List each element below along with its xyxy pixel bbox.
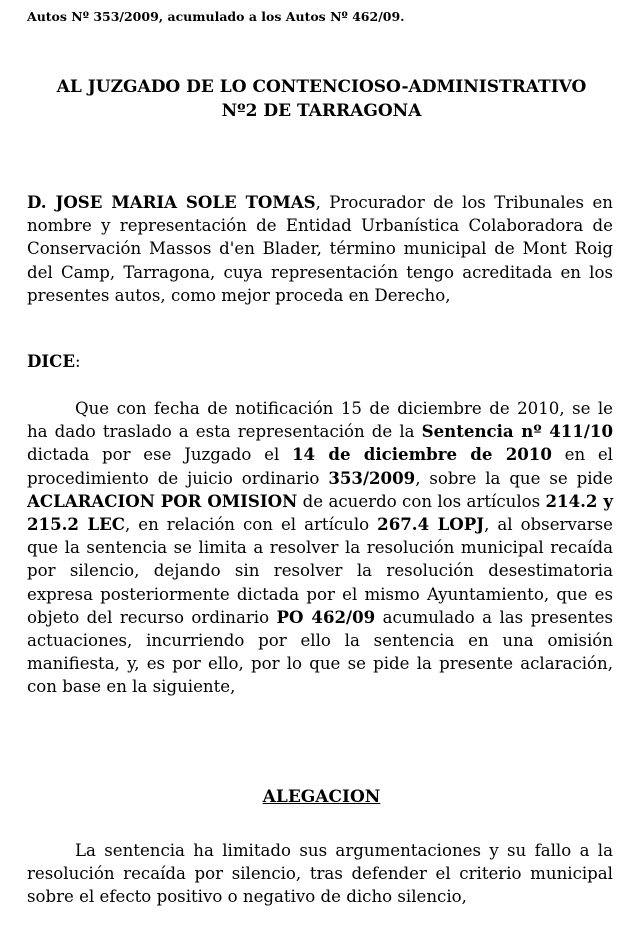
last-paragraph: La sentencia ha limitado sus argumentaciones y su fallo a la resolución recaída por silencio, tras defender el criterio municipal sobre el efecto positivo o negativo de dicho silencio,	[27, 841, 613, 907]
main-text-5: de acuerdo con los artículos	[297, 491, 546, 511]
main-text-4: , sobre la que se pide	[415, 468, 613, 488]
section-heading: ALEGACION	[262, 787, 381, 807]
main-text-8: acumulado a las presentes actuaciones, incurriendo por ello la sentencia en una omisión manifiesta, y, es por ello, por lo que se pide la presente aclaración, con base en la siguiente,	[27, 607, 614, 697]
procurador-name: D. JOSE MARIA SOLE TOMAS	[27, 192, 316, 212]
dice-heading	[27, 351, 81, 371]
court-title-line-2: Nº2 DE TARRAGONA	[221, 101, 422, 121]
appeal-number: PO 462/09	[276, 606, 376, 627]
case-reference: Autos Nº 353/2009, acumulado a los Autos Nº 462/09.	[27, 9, 405, 24]
lopj-article: 267.4 LOPJ	[377, 514, 485, 535]
main-text-3: en el procedimiento de juicio ordinario	[27, 445, 613, 488]
request-type: ACLARACION POR OMISION	[27, 490, 298, 511]
sentence-date: 14 de diciembre de 2010	[292, 444, 552, 465]
main-text-2: dictada por ese Juzgado el	[27, 445, 293, 465]
dice-label: DICE	[27, 351, 76, 371]
court-title-line-1: AL JUZGADO DE LO CONTENCIOSO-ADMINISTRATIVO	[56, 77, 587, 97]
main-text-1: Que con fecha de notificación 15 de diciembre de 2010, se le ha dado traslado a esta representación de la	[27, 399, 613, 442]
main-text-6: , en relación con el artículo	[124, 515, 378, 535]
sentence-number: Sentencia nº 411/10	[421, 421, 613, 442]
dice-colon: :	[75, 352, 81, 371]
procedure-number: 353/2009	[328, 467, 416, 488]
main-text-7: , al observarse que la sentencia se limita a resolver la resolución municipal recaída por silencio, dejando sin resolver la resolución desestimatoria expresa posteriormente dictada por el mismo Ayuntamiento, que es objeto del recurso ordinario	[27, 515, 613, 627]
main-paragraph	[27, 397, 613, 699]
intro-paragraph	[27, 191, 613, 307]
intro-text: , Procurador de los Tribunales en nombre y representación de Entidad Urbanística Colaboradora de Conservación Massos d'en Blader, término municipal de Mont Roig del Camp, Tarragona, cuya representación tengo acreditada en los presentes autos, como mejor proceda en Derecho,	[27, 193, 613, 305]
lec-articles: 214.2 y 215.2 LEC	[27, 490, 613, 535]
